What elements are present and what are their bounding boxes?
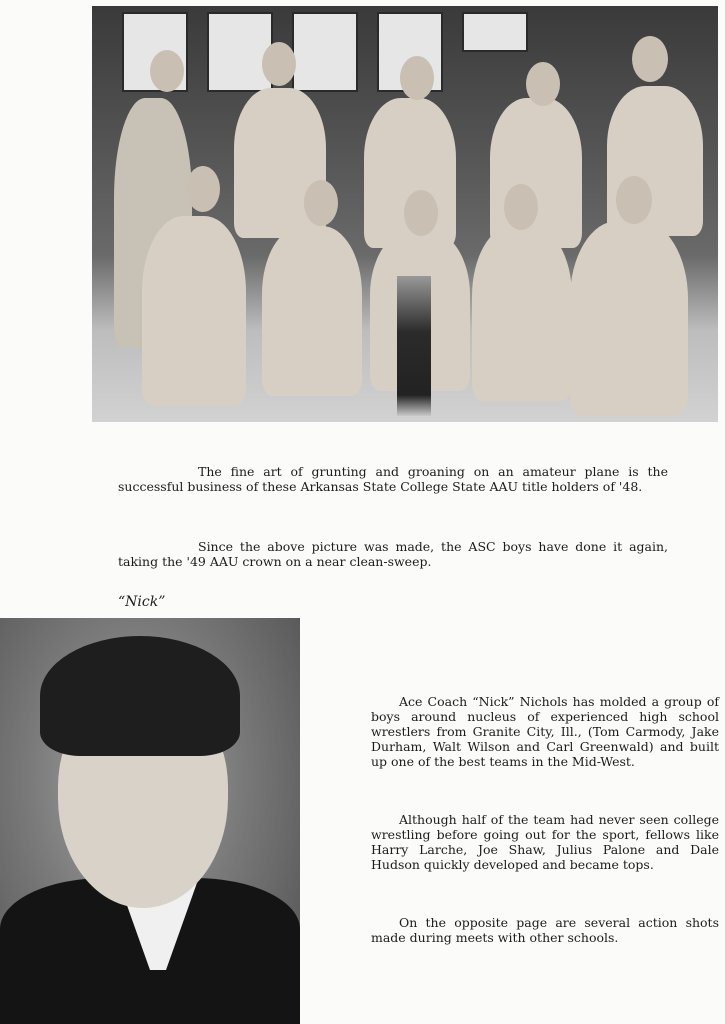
followup-caption: Since the above picture was made, the ASC boys have done it again, taking the '49 AAU crown on a near clean-sweep.: [118, 539, 668, 569]
wrestler-head: [504, 184, 538, 230]
paragraph-team: Although half of the team had never seen college wrestling before going out for the sport, fellows like Harry Larche, Joe Shaw, Julius Palone and Dale Hudson quickly developed and became tops.: [371, 812, 719, 872]
wrestler-head: [632, 36, 668, 82]
wrestler-head: [526, 62, 560, 106]
team-photo: [92, 6, 718, 422]
wrestler-head: [304, 180, 338, 226]
wrestler-head: [404, 190, 438, 236]
wrestler-head: [150, 50, 184, 92]
wrestler-head: [616, 176, 652, 224]
coach-label: “Nick”: [118, 594, 166, 610]
trophy: [397, 276, 431, 416]
team-caption: The fine art of grunting and groaning on an amateur plane is the successful business of these Arkansas State College State AAU title holders of '48.: [118, 464, 668, 494]
gym-window: [292, 12, 358, 92]
wrestler-figure: [472, 226, 572, 401]
wrestler-figure: [262, 226, 362, 396]
wrestler-head: [262, 42, 296, 86]
gym-window: [207, 12, 273, 92]
coach-portrait: [0, 618, 300, 1024]
paragraph-coach: Ace Coach “Nick” Nichols has molded a group of boys around nucleus of experienced high school wrestlers from Granite City, Ill., (Tom Carmody, Jake Durham, Walt Wilson and Carl Greenwald) and built up one of the best teams in the Mid-West.: [371, 694, 719, 769]
coach-hair: [40, 636, 240, 756]
wrestler-head: [186, 166, 220, 212]
wrestler-head: [400, 56, 434, 100]
gym-window: [462, 12, 528, 52]
wrestler-figure: [570, 221, 688, 416]
wrestler-figure: [142, 216, 246, 406]
paragraph-action-shots: On the opposite page are several action shots made during meets with other schools.: [371, 915, 719, 945]
